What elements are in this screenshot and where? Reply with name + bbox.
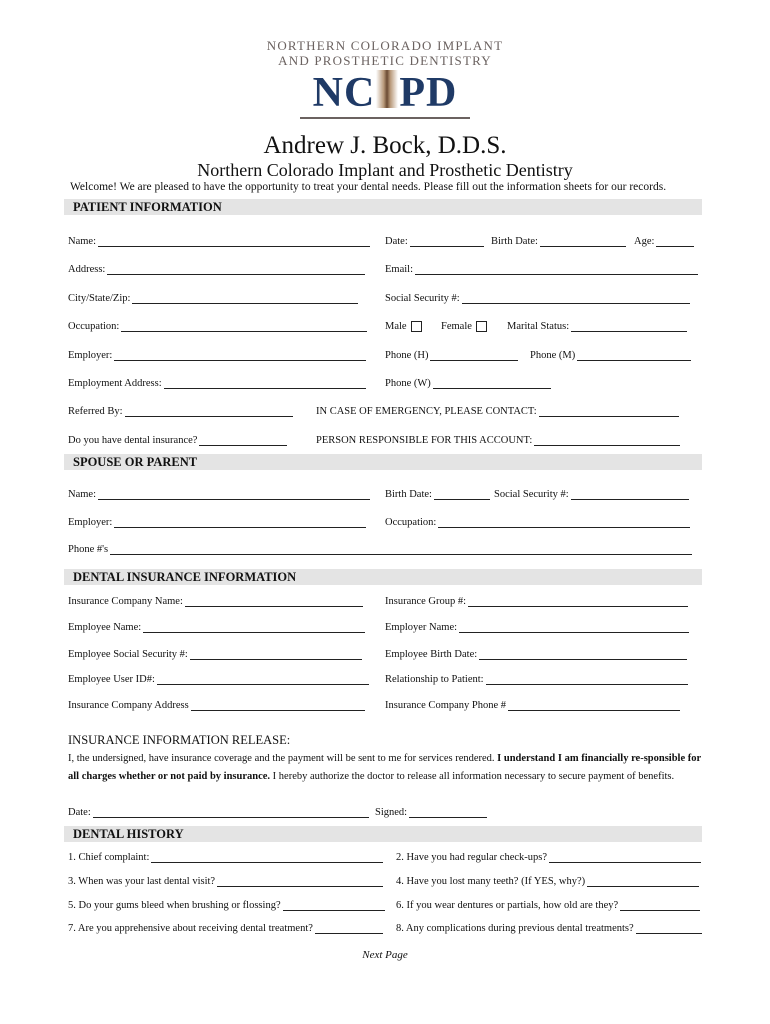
welcome-text: Welcome! We are pleased to have the opportunity to treat your dental needs. Please fill out the information sheets for our records. [70,181,667,193]
history-q4[interactable]: 4. Have you lost many teeth? (If YES, why?) [396,876,699,887]
dental-insurance-question[interactable]: Do you have dental insurance? [68,435,287,446]
phone-home-field[interactable]: Phone (H) [385,350,518,361]
patient-city-field[interactable]: City/State/Zip: [68,293,358,304]
practice-logo [0,38,770,119]
employee-name-field[interactable]: Employee Name: [68,622,365,633]
history-q1[interactable]: 1. Chief complaint: [68,852,383,863]
logo-line-2: AND PROSTHETIC DENTISTRY [278,53,492,68]
history-q3[interactable]: 3. When was your last dental visit? [68,876,383,887]
release-date-field[interactable]: Date: [68,807,369,818]
patient-ssn-field[interactable]: Social Security #: [385,293,690,304]
logo-line-1: NORTHERN COLORADO IMPLANT [266,38,504,53]
relationship-field[interactable]: Relationship to Patient: [385,674,688,685]
doctor-name: Andrew J. Bock, D.D.S. [263,132,507,159]
spouse-name-field[interactable]: Name: [68,489,370,500]
employer-name-field[interactable]: Employer Name: [385,622,689,633]
responsible-person-field[interactable]: PERSON RESPONSIBLE FOR THIS ACCOUNT: [316,435,680,446]
section-spouse-heading: SPOUSE OR PARENT [64,454,702,470]
male-checkbox[interactable]: Male [385,321,422,332]
history-q8[interactable]: 8. Any complications during previous dental treatments? [396,923,702,934]
section-history-heading: DENTAL HISTORY [64,826,702,842]
patient-email-field[interactable]: Email: [385,264,698,275]
logo-mark-right: PD [399,70,458,116]
employee-birth-date-field[interactable]: Employee Birth Date: [385,649,687,660]
history-q5[interactable]: 5. Do your gums bleed when brushing or flossing? [68,900,385,911]
history-q7[interactable]: 7. Are you apprehensive about receiving dental treatment? [68,923,383,934]
history-q2[interactable]: 2. Have you had regular check-ups? [396,852,701,863]
tooth-pillar-icon [376,70,398,108]
release-heading: INSURANCE INFORMATION RELEASE: [68,733,291,747]
practice-name: Northern Colorado Implant and Prosthetic Dentistry [197,160,573,180]
logo-mark [0,70,770,115]
phone-work-field[interactable]: Phone (W) [385,378,551,389]
patient-occupation-field[interactable]: Occupation: [68,321,367,332]
insurance-phone-field[interactable]: Insurance Company Phone # [385,700,680,711]
employment-address-field[interactable]: Employment Address: [68,378,366,389]
patient-date-field[interactable]: Date: [385,236,484,247]
logo-mark-left: NC [312,70,376,116]
marital-status-field[interactable]: Marital Status: [507,321,687,332]
patient-birth-date-field[interactable]: Birth Date: [491,236,626,247]
female-checkbox-box [476,321,487,332]
spouse-birth-date-field[interactable]: Birth Date: [385,489,490,500]
logo-rule [300,117,470,119]
phone-mobile-field[interactable]: Phone (M) [530,350,691,361]
emergency-contact-field[interactable]: IN CASE OF EMERGENCY, PLEASE CONTACT: [316,406,679,417]
release-signed-field[interactable]: Signed: [375,807,487,818]
section-insurance-heading: DENTAL INSURANCE INFORMATION [64,569,702,585]
spouse-ssn-field[interactable]: Social Security #: [494,489,689,500]
patient-address-field[interactable]: Address: [68,264,365,275]
referred-by-field[interactable]: Referred By: [68,406,293,417]
patient-employer-field[interactable]: Employer: [68,350,366,361]
spouse-phones-field[interactable]: Phone #'s [68,544,692,555]
spouse-employer-field[interactable]: Employer: [68,517,366,528]
male-checkbox-box [411,321,422,332]
insurance-company-field[interactable]: Insurance Company Name: [68,596,363,607]
next-page-link[interactable]: Next Page [362,949,408,961]
patient-age-field[interactable]: Age: [634,236,694,247]
section-patient-heading: PATIENT INFORMATION [64,199,702,215]
insurance-address-field[interactable]: Insurance Company Address [68,700,365,711]
insurance-group-field[interactable]: Insurance Group #: [385,596,688,607]
release-text: I, the undersigned, have insurance coverage and the payment will be sent to me for services rendered. I understand I am financially re-sponsible for all charges whether or not paid by insurance. I hereby authorize the doctor to release all information necessary to secure payment of benefits. [68,753,701,782]
female-checkbox[interactable]: Female [441,321,487,332]
employee-user-id-field[interactable]: Employee User ID#: [68,674,369,685]
employee-ssn-field[interactable]: Employee Social Security #: [68,649,362,660]
spouse-occupation-field[interactable]: Occupation: [385,517,690,528]
history-q6[interactable]: 6. If you wear dentures or partials, how old are they? [396,900,700,911]
patient-name-field[interactable]: Name: [68,236,370,247]
